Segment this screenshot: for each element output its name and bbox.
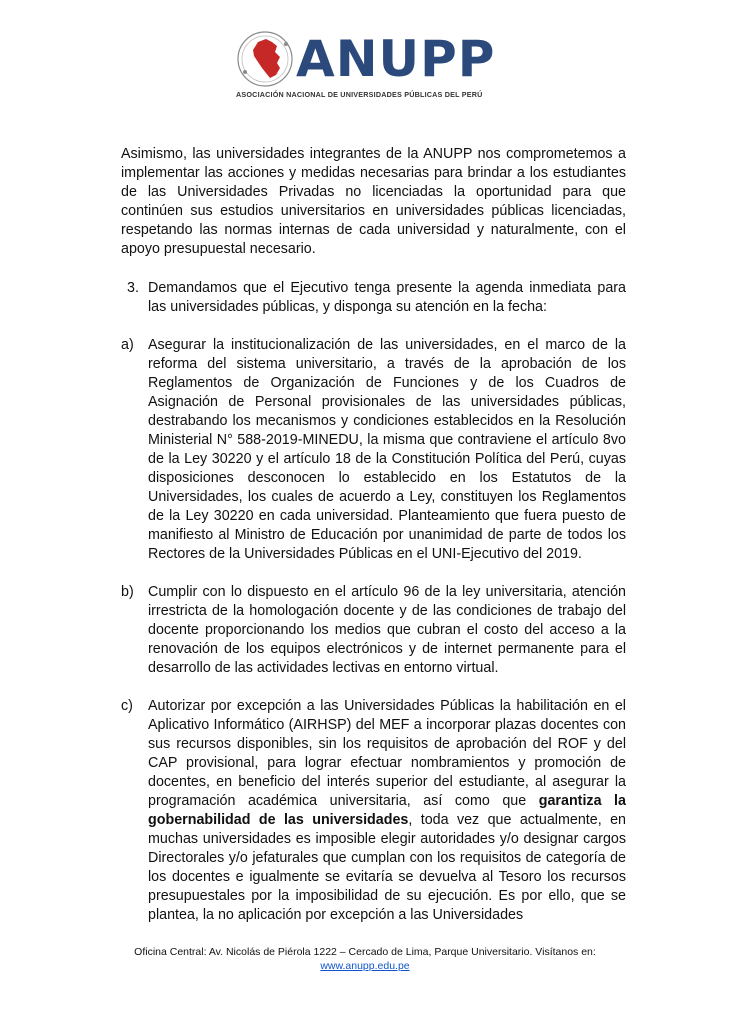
text-segment: , toda vez que actualmente, en muchas universidades es imposible elegir autoridades y/o designar cargos Directorales y/o jefaturales que cumplan con los requisitos de categoría de los docentes e igualmente se evitaría se devuelva al Tesoro los recursos presupuestales por la imposibilidad de su ejecución. Es por ello, que se plantea, la no aplicación por excepción a las Universidades (148, 812, 626, 923)
list-item-b (121, 583, 626, 678)
list-item-label: b) (121, 584, 134, 600)
list-item-text: Cumplir con lo dispuesto en el artículo 96 de la ley universitaria, atención irrestricta de la homologación docente y de las condiciones de trabajo del docente proporcionando los medios que cubran el costo del acceso a la renovación de los equipos electrónicos y de internet permanente para el desarrollo de las actividades lectivas en entorno virtual. (148, 584, 626, 676)
intro-paragraph: Asimismo, las universidades integrantes de la ANUPP nos comprometemos a implementar las acciones y medidas necesarias para brindar a los estudiantes de las Universidades Privadas no licenciadas la oportunidad para que continúen sus estudios universitarios en universidades públicas licenciadas, respetando las normas internas de cada universidad y naturalmente, con el apoyo presupuestal necesario. (121, 146, 626, 257)
list-item-text (148, 697, 626, 925)
list-item-text: Demandamos que el Ejecutivo tenga presente la agenda inmediata para las universidades públicas, y disponga su atención en la fecha: (148, 280, 626, 315)
list-item-3 (121, 279, 626, 317)
letterhead (0, 22, 730, 112)
list-item-label: c) (121, 698, 133, 714)
text-segment: Autorizar por excepción a las Universidades Públicas la habilitación en el Aplicativo Informático (AIRHSP) del MEF a incorporar plazas docentes con sus recursos disponibles, sin los requisitos de aprobación del ROF y del CAP provisional, para lograr efectuar nombramientos y promoción de docentes, en beneficio del interés superior del estudiante, al asegurar la programación académica universitaria, así como que (148, 698, 626, 809)
logo-wordmark: ANUPP (296, 30, 496, 88)
bold-emphasis: garantiza la gobernabilidad de las universidades (148, 793, 626, 828)
list-item-a (121, 336, 626, 564)
list-item-label: 3. (127, 280, 139, 296)
list-item-c (121, 697, 626, 925)
list-item-label: a) (121, 337, 134, 353)
peru-map-logo-icon (236, 30, 294, 88)
logo-subtitle: ASOCIACIÓN NACIONAL DE UNIVERSIDADES PÚBLICAS DEL PERÚ (236, 90, 483, 99)
website-link[interactable]: www.anupp.edu.pe (320, 960, 410, 972)
footer-address: Oficina Central: Av. Nicolás de Piérola 1222 – Cercado de Lima, Parque Universitario. Visítanos en: (134, 946, 596, 958)
list-item-text: Asegurar la institucionalización de las universidades, en el marco de la reforma del sistema universitario, a través de la aprobación de los Reglamentos de Organización de Funciones y de los Cuadros de Asignación de Personal provisionales de las universidades públicas, destrabando los mecanismos y condiciones establecidos en la Resolución Ministerial N° 588-2019-MINEDU, la misma que contraviene el artículo 8vo de la Ley 30220 y el artículo 18 de la Constitución Política del Perú, cuyas disposiciones desconocen lo establecido en los Estatutos de la Universidades, los cuales de acuerdo a Ley, constituyen los Reglamentos de la Ley 30220 en cada universidad. Planteamiento que fuera puesto de manifiesto al Ministro de Educación por unanimidad de parte de todos los Rectores de la Universidades Públicas en el UNI-Ejecutivo del 2019. (148, 337, 626, 562)
document-body (121, 145, 626, 944)
page-footer (0, 945, 730, 973)
